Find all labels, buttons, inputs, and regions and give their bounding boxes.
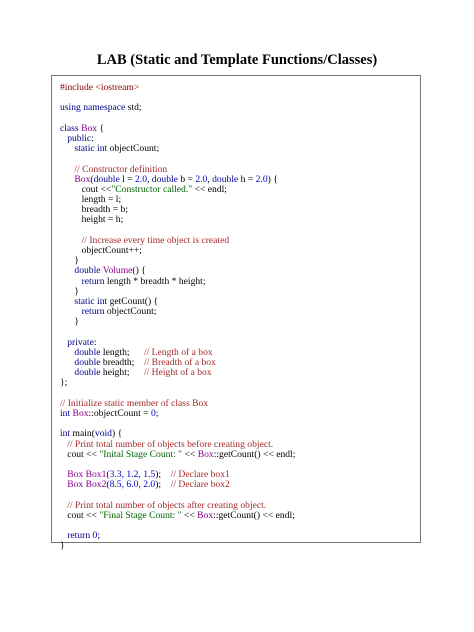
code-token-number-literal: 0 <box>92 530 98 542</box>
code-token-code-text: ( <box>106 469 110 481</box>
code-line <box>60 450 420 460</box>
code-token-code-text: , <box>207 173 213 185</box>
code-token-code-text: << <box>181 509 198 521</box>
code-token-code-text: objectCount; <box>104 306 157 318</box>
code-line <box>60 215 420 225</box>
code-line <box>60 83 420 93</box>
code-token-keyword: return <box>81 306 105 318</box>
code-token-number-literal: 2.0 <box>135 173 147 185</box>
code-token-identifier: Box <box>67 479 84 491</box>
code-token-code-text: height = h; <box>60 214 124 226</box>
code-line <box>60 307 420 317</box>
code-token-code-text: << <box>182 448 198 460</box>
code-token-code-text: { <box>97 122 105 134</box>
code-token-string-literal: "Inital Stage Count: " <box>99 448 183 460</box>
code-token-code-text: length; <box>100 346 144 358</box>
code-token-code-text: , <box>147 173 152 185</box>
code-token-code-text: } <box>60 255 79 267</box>
code-token-code-text: breadth = b; <box>60 204 129 216</box>
code-token-comment: // Print total number of objects before creating object. <box>67 438 274 450</box>
code-line <box>60 521 420 531</box>
code-line <box>60 317 420 327</box>
code-token-code-text: length = l; <box>60 194 122 206</box>
code-token-code-text: ); <box>155 469 171 481</box>
code-token-code-text: : <box>91 132 94 144</box>
code-token-keyword: return <box>81 275 105 287</box>
code-token-code-text: objectCount; <box>107 143 160 155</box>
code-token-code-text: ) { <box>111 428 123 440</box>
code-token-identifier: Box <box>197 448 214 460</box>
code-token-keyword: double <box>93 173 120 185</box>
code-token-identifier: Box2 <box>85 479 107 491</box>
code-line <box>60 511 420 521</box>
code-token-identifier: Volume <box>102 265 133 277</box>
code-token-code-text: h = <box>238 173 256 185</box>
code-line <box>60 103 420 113</box>
code-token-code-text: } <box>60 540 65 552</box>
code-token-preprocessor: #include <iostream> <box>60 82 140 93</box>
code-token-code-text: height; <box>100 367 144 379</box>
code-token-code-text: l = <box>119 173 135 185</box>
code-token-identifier: Box <box>197 509 214 521</box>
code-token-comment: // Increase every time object is created <box>81 234 230 246</box>
code-token-code-text: ( <box>90 173 94 185</box>
code-token-keyword: private <box>67 336 94 348</box>
code-line <box>60 378 420 388</box>
code-token-keyword: int <box>60 428 71 440</box>
code-token-code-text: : <box>93 336 97 348</box>
code-token-code-text: std; <box>125 102 142 114</box>
code-token-code-text: } <box>60 316 79 328</box>
code-token-code-text: ) { <box>267 173 278 185</box>
code-line <box>60 409 420 419</box>
code-listing <box>51 75 421 552</box>
code-token-keyword: public <box>67 132 92 144</box>
code-token-keyword: double <box>151 173 178 185</box>
code-token-number-literal: 0 <box>150 408 156 419</box>
code-token-string-literal: "Constructor called." <box>111 183 193 195</box>
code-token-number-literal: 8.5, 6.0, 2.0 <box>109 479 156 491</box>
code-token-code-text: breadth; <box>100 357 144 369</box>
code-token-identifier: Box <box>67 469 84 481</box>
code-token-keyword: double <box>212 173 239 185</box>
code-line <box>60 246 420 256</box>
code-token-code-text: ::getCount() << endl; <box>213 448 296 460</box>
code-token-keyword: void <box>94 428 112 440</box>
code-line <box>60 124 420 134</box>
code-token-code-text: << endl; <box>192 183 227 195</box>
code-token-code-text: length * breadth * height; <box>104 275 206 287</box>
code-token-number-literal: 3.3, 1.2, 1.5 <box>109 469 156 481</box>
code-token-comment: // Print total number of objects after creating object. <box>67 499 267 511</box>
code-token-keyword: static int <box>74 143 108 155</box>
code-token-keyword: using namespace <box>60 102 126 114</box>
code-token-code-text: b = <box>177 173 196 185</box>
code-token-code-text: () { <box>132 265 146 277</box>
code-token-keyword: static int <box>74 295 108 307</box>
code-line <box>60 480 420 490</box>
code-token-comment: // Constructor definition <box>74 163 168 175</box>
code-token-identifier: Box <box>74 173 91 185</box>
code-token-code-text <box>60 143 74 154</box>
code-token-keyword: double <box>74 265 101 277</box>
page-title: LAB (Static and Template Functions/Classes) <box>96 52 378 68</box>
code-token-code-text: ; <box>155 408 159 419</box>
code-token-code-text: ); <box>155 479 171 491</box>
code-token-code-text: objectCount++; <box>60 245 142 256</box>
code-token-code-text: ( <box>106 479 110 491</box>
code-token-comment: // Initialize static member of class Box <box>60 397 209 409</box>
code-token-identifier: Box <box>72 408 89 419</box>
code-line <box>60 368 420 378</box>
code-token-comment: // Declare box2 <box>170 479 230 491</box>
code-token-keyword: double <box>74 357 101 369</box>
code-token-comment: // Length of a box <box>143 346 213 358</box>
code-token-keyword: class <box>60 122 79 134</box>
code-token-code-text: ::getCount() << endl; <box>213 509 295 521</box>
code-token-identifier: Box <box>81 122 98 134</box>
code-token-number-literal: 2.0 <box>255 173 268 185</box>
code-token-code-text: cout << <box>60 448 100 460</box>
code-line <box>60 114 420 124</box>
code-line <box>60 531 420 541</box>
code-token-identifier: Box1 <box>85 469 107 481</box>
code-line <box>60 541 420 551</box>
code-token-code-text: }; <box>60 377 68 389</box>
code-token-code-text: cout << <box>60 509 100 521</box>
code-line <box>60 144 420 154</box>
code-token-code-text: ::objectCount = <box>88 408 151 419</box>
code-token-number-literal: 2.0 <box>195 173 208 185</box>
code-token-comment: // Height of a box <box>143 367 212 379</box>
code-token-code-text: ; <box>97 530 100 542</box>
code-line <box>60 328 420 338</box>
code-token-code-text: main( <box>70 428 95 440</box>
code-token-keyword: double <box>74 346 101 358</box>
code-token-code-text: cout << <box>60 183 112 195</box>
code-token-comment: // Breadth of a box <box>143 357 216 369</box>
code-token-code-text: getCount() { <box>107 295 159 307</box>
code-token-code-text: } <box>60 285 79 297</box>
code-line <box>60 277 420 287</box>
code-token-keyword: return <box>67 530 91 542</box>
code-token-keyword: double <box>74 367 101 379</box>
code-token-string-literal: "Final Stage Count: " <box>99 509 182 521</box>
code-token-comment: // Declare box1 <box>170 469 230 481</box>
code-token-keyword: int <box>60 408 71 419</box>
